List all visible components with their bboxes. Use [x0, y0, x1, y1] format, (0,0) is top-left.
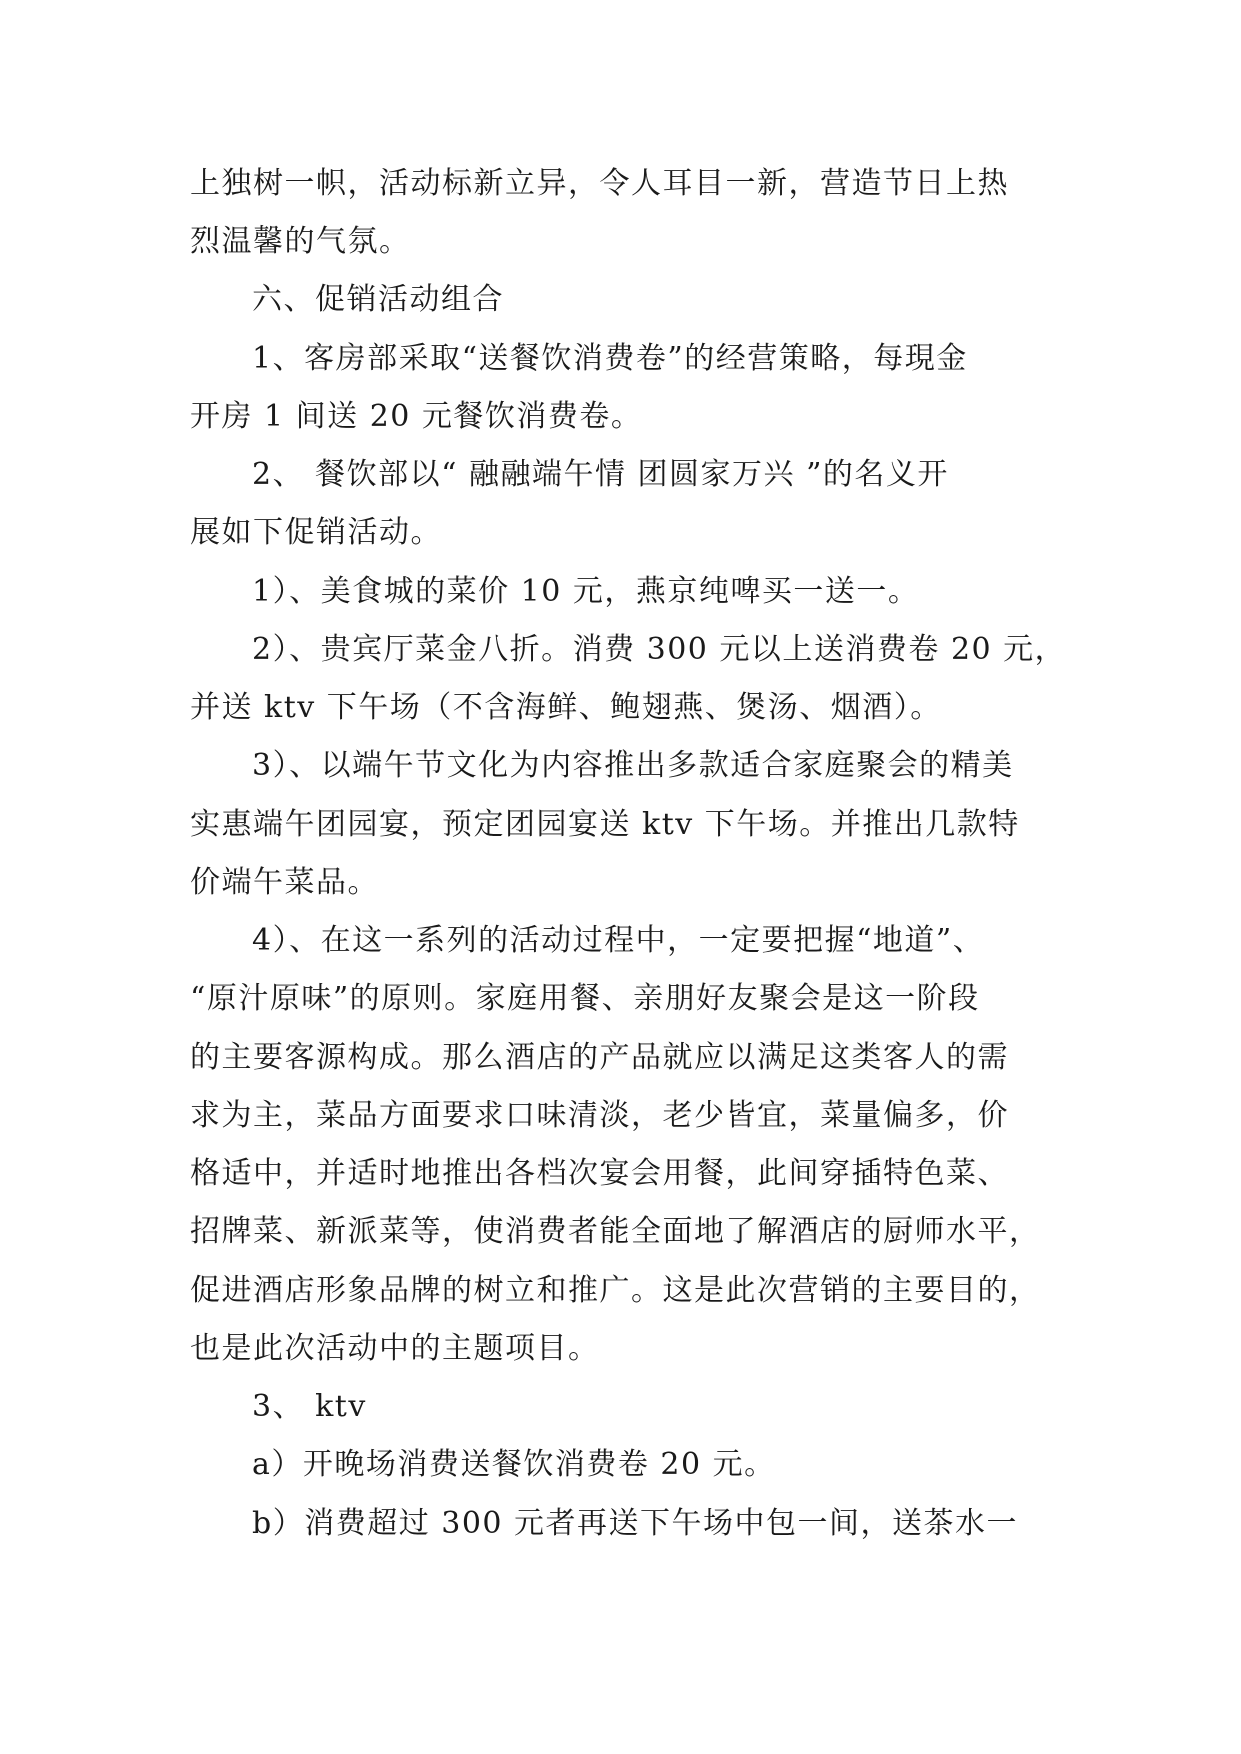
paragraph-line: 烈温馨的气氛。 — [190, 224, 411, 259]
paragraph-line: 开房 1 间送 20 元餐饮消费卷。 — [190, 399, 643, 434]
list-item: b）消费超过 300 元者再送下午场中包一间，送茶水一 — [252, 1506, 1019, 1541]
paragraph-line: 求为主，菜品方面要求口味清淡，老少皆宜，菜量偏多，价 — [190, 1098, 1009, 1133]
list-item: 1）、美食城的菜价 10 元，燕京纯啤买一送一。 — [252, 574, 920, 609]
paragraph-line: 格适中，并适时地推出各档次宴会用餐，此间穿插特色菜、 — [190, 1156, 1009, 1191]
list-item: a）开晚场消费送餐饮消费卷 20 元。 — [252, 1447, 776, 1482]
paragraph-line: 招牌菜、新派菜等，使消费者能全面地了解酒店的厨师水平， — [190, 1214, 1041, 1249]
paragraph-line: 实惠端午团园宴，预定团园宴送 ktv 下午场。并推出几款特 — [190, 807, 1020, 842]
paragraph-line: 2、 餐饮部以“ 融融端午情 团圆家万兴 ”的名义开 — [252, 457, 949, 492]
section-heading: 六、促销活动组合 — [252, 282, 504, 317]
paragraph-line: 上独树一帜，活动标新立异，令人耳目一新，营造节日上热 — [190, 166, 1009, 201]
paragraph-line: 展如下促销活动。 — [190, 515, 442, 550]
paragraph-line: 的主要客源构成。那么酒店的产品就应以满足这类客人的需 — [190, 1040, 1009, 1075]
paragraph-line: 价端午菜品。 — [190, 865, 379, 900]
list-item: 3）、以端午节文化为内容推出多款适合家庭聚会的精美 — [252, 748, 1014, 783]
paragraph-line: 也是此次活动中的主题项目。 — [190, 1331, 600, 1366]
list-item: 2）、贵宾厅菜金八折。消费 300 元以上送消费卷 20 元， — [252, 632, 1067, 667]
paragraph-line: 1、客房部采取“送餐饮消费卷”的经营策略，每現金 — [252, 341, 968, 376]
section-heading: 3、 ktv — [252, 1389, 367, 1424]
paragraph-line: 并送 ktv 下午场（不含海鲜、鲍翅燕、煲汤、烟酒）。 — [190, 690, 942, 725]
list-item: 4）、在这一系列的活动过程中，一定要把握“地道”、 — [252, 923, 985, 958]
paragraph-line: 促进酒店形象品牌的树立和推广。这是此次营销的主要目的， — [190, 1273, 1041, 1308]
paragraph-line: “原汁原味”的原则。家庭用餐、亲朋好友聚会是这一阶段 — [190, 981, 980, 1016]
